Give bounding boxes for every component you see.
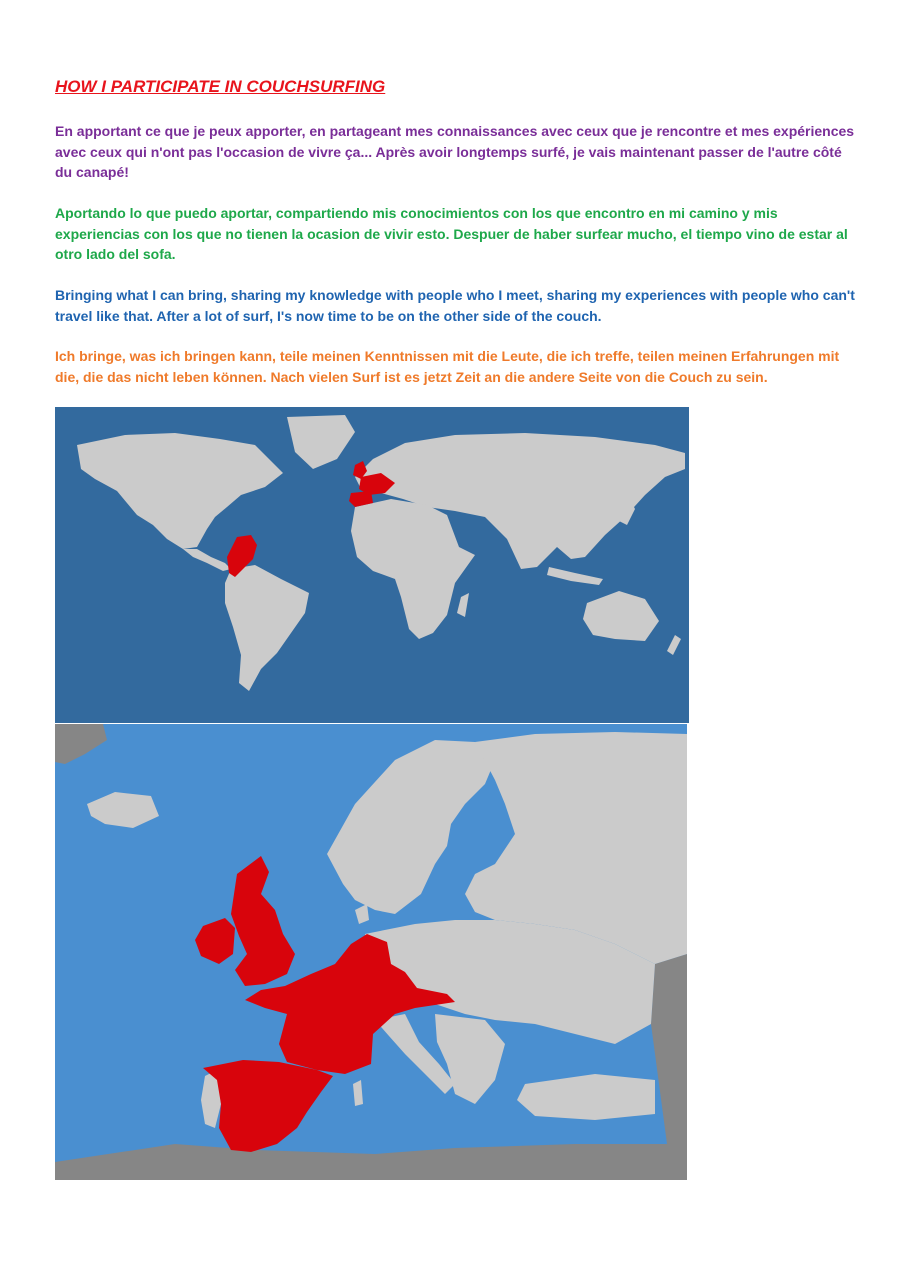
world-map	[55, 407, 689, 723]
paragraph-spanish: Aportando lo que puedo aportar, compartiendo mis conocimientos con los que encontro en mi camino y mis experiencias con los que no tienen la ocasion de vivir esto. Despuer de haber surfear mucho, el tiempo vino de estar al otro lado del sofa.	[55, 205, 848, 262]
europe-map	[55, 724, 687, 1180]
paragraph-english: Bringing what I can bring, sharing my knowledge with people who I meet, sharing my experiences with people who can't travel like that. After a lot of surf, I's now time to be on the other side of the couch.	[55, 287, 855, 324]
paragraph-french: En apportant ce que je peux apporter, en partageant mes connaissances avec ceux que je rencontre et mes expériences avec ceux qui n'ont pas l'occasion de vivre ça... Après avoir longtemps surfé, je vais maintenant passer de l'autre côté du canapé!	[55, 123, 855, 180]
paragraph-german: Ich bringe, was ich bringen kann, teile meinen Kenntnissen mit die Leute, die ich treffe, teilen meinen Erfahrungen mit die, die das nicht leben können. Nach vielen Surf ist es jetzt Zeit an die andere Seite von die Couch zu sein.	[55, 348, 840, 385]
document-title: HOW I PARTICIPATE IN COUCHSURFING	[55, 77, 386, 96]
